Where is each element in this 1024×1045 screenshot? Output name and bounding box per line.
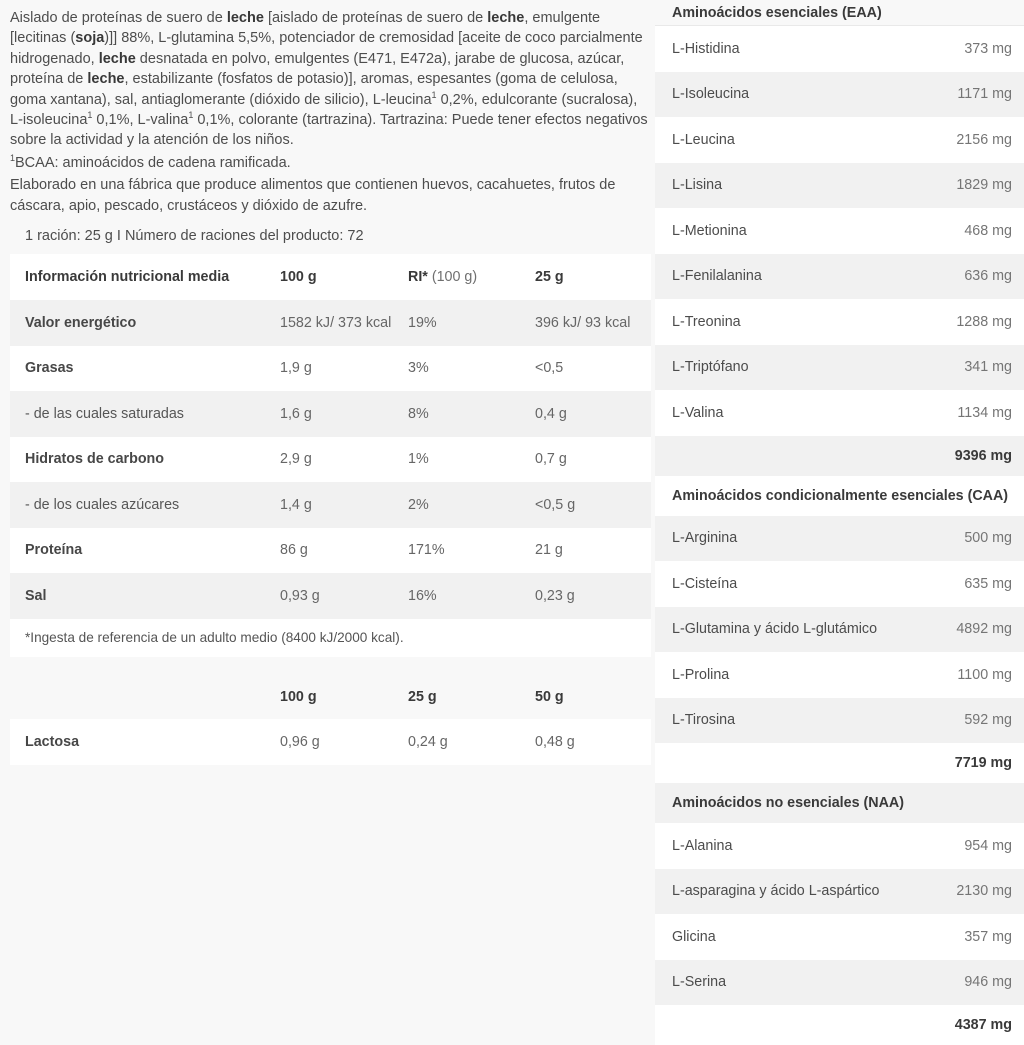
value-per-serving: 0,7 g [535,451,567,468]
amino-value: 1100 mg [957,666,1012,683]
nutrient-label: Proteína [25,542,83,559]
amino-total-value: 7719 mg [954,755,1012,771]
amino-row [655,561,1024,607]
value-ri-percent: 16% [408,587,437,604]
nutrient-label: Grasas [25,360,74,377]
amino-total-value: 9396 mg [954,447,1012,464]
amino-value: 1829 mg [956,177,1012,194]
amino-value: 500 mg [964,530,1012,547]
value-per-serving: 0,4 g [535,405,567,422]
amino-value: 636 mg [964,268,1012,285]
amino-label: L-Isoleucina [672,86,750,103]
amino-value: 468 mg [964,222,1012,239]
amino-row [655,390,1024,436]
amino-acids-panel [655,0,1024,1045]
amino-label: L-Metionina [672,222,747,239]
amino-row [655,698,1024,744]
amino-value: 2130 mg [956,883,1012,900]
amino-row [655,117,1024,163]
value-per-100g: 1582 kJ/ 373 kcal [280,314,392,331]
value-per-50g: 0,48 g [535,733,575,750]
nutrition-row [10,482,651,528]
nutrition-row [10,573,651,619]
nutrition-rows [10,300,651,619]
value-per-100g: 0,93 g [280,587,320,604]
amino-label: L-Cisteína [672,575,738,592]
amino-label: L-Tirosina [672,712,736,729]
amino-label: L-Glutamina y ácido L-glutámico [672,621,878,638]
amino-row [655,299,1024,345]
value-ri-percent: 1% [408,451,429,468]
amino-value: 1134 mg [957,404,1012,421]
amino-section-title-text: Aminoácidos condicionalmente esenciales (CAA) [672,487,1009,504]
amino-row [655,72,1024,118]
nutrition-table-header [10,254,651,300]
nutrition-row [10,528,651,574]
amino-row [655,163,1024,209]
amino-row [655,914,1024,960]
amino-value: 4892 mg [956,621,1012,638]
amino-row [655,208,1024,254]
amino-row [655,652,1024,698]
amino-value: 2156 mg [956,131,1012,148]
amino-label: L-Valina [672,404,724,421]
amino-label: Glicina [672,928,716,945]
amino-row [655,823,1024,869]
amino-row [655,960,1024,1006]
nutrition-header-ri: RI* (100 g) [408,269,478,286]
amino-label: L-Treonina [672,313,741,330]
amino-total-row [655,436,1024,476]
amino-label: L-Alanina [672,837,733,854]
amino-label: L-Fenilalanina [672,268,762,285]
lactose-table [10,675,651,765]
nutrient-label: Hidratos de carbono [25,451,165,468]
value-per-100g: 2,9 g [280,451,312,468]
value-per-serving: 0,23 g [535,587,575,604]
amino-total-value: 4387 mg [954,1017,1012,1033]
amino-section-title-text: Aminoácidos esenciales (EAA) [672,4,882,21]
value-per-100g: 0,96 g [280,733,320,750]
lactose-table-header [10,675,651,719]
amino-section-title [655,476,1024,516]
value-per-serving: 396 kJ/ 93 kcal [535,314,631,331]
nutrient-label: - de las cuales saturadas [25,405,184,422]
amino-value: 373 mg [964,40,1012,57]
nutrition-row [10,346,651,392]
amino-total-row [655,1005,1024,1045]
amino-value: 357 mg [964,928,1012,945]
amino-value: 946 mg [964,974,1012,991]
amino-section-title-text: Aminoácidos no esenciales (NAA) [672,795,904,811]
nutrient-label: Sal [25,587,47,604]
lactose-header-50g: 50 g [535,688,564,705]
lactose-row [10,719,651,765]
nutrition-footnote: *Ingesta de referencia de un adulto medio (8400 kJ/2000 kcal). [10,619,651,657]
left-column [10,0,651,765]
amino-label: L-Lisina [672,177,723,194]
serving-info: 1 ración: 25 g I Número de raciones del producto: 72 [25,228,364,245]
amino-label: L-Prolina [672,666,730,683]
bcaa-footnote: $^1$BCAA: aminoácidos de cadena ramificada. [10,153,291,171]
nutrient-label: - de los cuales azúcares [25,496,180,513]
amino-label: L-Leucina [672,131,735,148]
amino-row [655,254,1024,300]
value-ri-percent: 8% [408,405,429,422]
amino-total-row [655,743,1024,783]
nutrition-header-100g: 100 g [280,269,317,286]
amino-label: L-Arginina [672,530,738,547]
amino-value: 954 mg [964,837,1012,854]
value-per-25g: 0,24 g [408,733,448,750]
ingredients-paragraph: Aislado de proteínas de suero de leche [aislado de proteínas de suero de leche, emulgente [lecitinas (soja)]] 88%, L-glutamina 5,5%, potenciador de cremosidad [aceite de coco parcialmente hidrogenado, leche desnatada en polvo, emulgentes (E471, E472a), jarabe de glucosa, azúcar, proteína de leche, estabilizante (fosfatos de potasio)], aromas, espesantes (goma de celulosa, goma xantana), sal, antiaglomerante (dióxido de silicio), L-leucina$^1$ 0,2%, edulcorante (sucralosa), L-isoleucina$^1$ 0,1%, L-valina$^1$ 0,1%, colorante (tartrazina). Tartrazina: Puede tener efectos negativos sobre la actividad y la atención de los niños. [10,10,648,149]
value-ri-percent: 19% [408,314,437,331]
amino-row [655,26,1024,72]
amino-section-title [655,783,1024,823]
value-per-100g: 1,4 g [280,496,312,513]
allergen-notice: Elaborado en una fábrica que produce alimentos que contienen huevos, cacahuetes, frutos de cáscara, apio, pescado, crustáceos y dióxido de azufre. [10,177,616,214]
amino-value: 341 mg [964,359,1012,376]
amino-row [655,607,1024,653]
nutrition-header-serving: 25 g [535,269,564,286]
lactose-header-100g: 100 g [280,688,317,705]
value-per-serving: 21 g [535,542,563,559]
nutrient-label: Valor energético [25,314,137,331]
amino-label: L-Triptófano [672,359,749,376]
value-per-100g: 1,6 g [280,405,312,422]
nutrition-row [10,391,651,437]
value-per-serving: <0,5 g [535,496,576,513]
amino-row [655,345,1024,391]
nutrition-table [10,254,651,657]
amino-label: L-asparagina y ácido L-aspártico [672,883,880,900]
amino-section-title [655,0,1024,26]
nutrition-row [10,437,651,483]
lactose-header-25g: 25 g [408,688,437,705]
amino-label: L-Serina [672,974,727,991]
amino-value: 592 mg [964,712,1012,729]
amino-value: 1171 mg [957,86,1012,103]
nutrient-label: Lactosa [25,733,80,750]
amino-label: L-Histidina [672,40,740,57]
value-ri-percent: 2% [408,496,429,513]
amino-value: 1288 mg [956,313,1012,330]
nutrition-header-label: Información nutricional media [25,269,230,286]
value-per-100g: 1,9 g [280,360,312,377]
value-ri-percent: 171% [408,542,445,559]
amino-value: 635 mg [964,575,1012,592]
value-per-100g: 86 g [280,542,308,559]
value-per-serving: <0,5 [535,360,564,377]
nutrition-row [10,300,651,346]
amino-row [655,516,1024,562]
lactose-rows [10,719,651,765]
amino-row [655,869,1024,915]
value-ri-percent: 3% [408,360,429,377]
